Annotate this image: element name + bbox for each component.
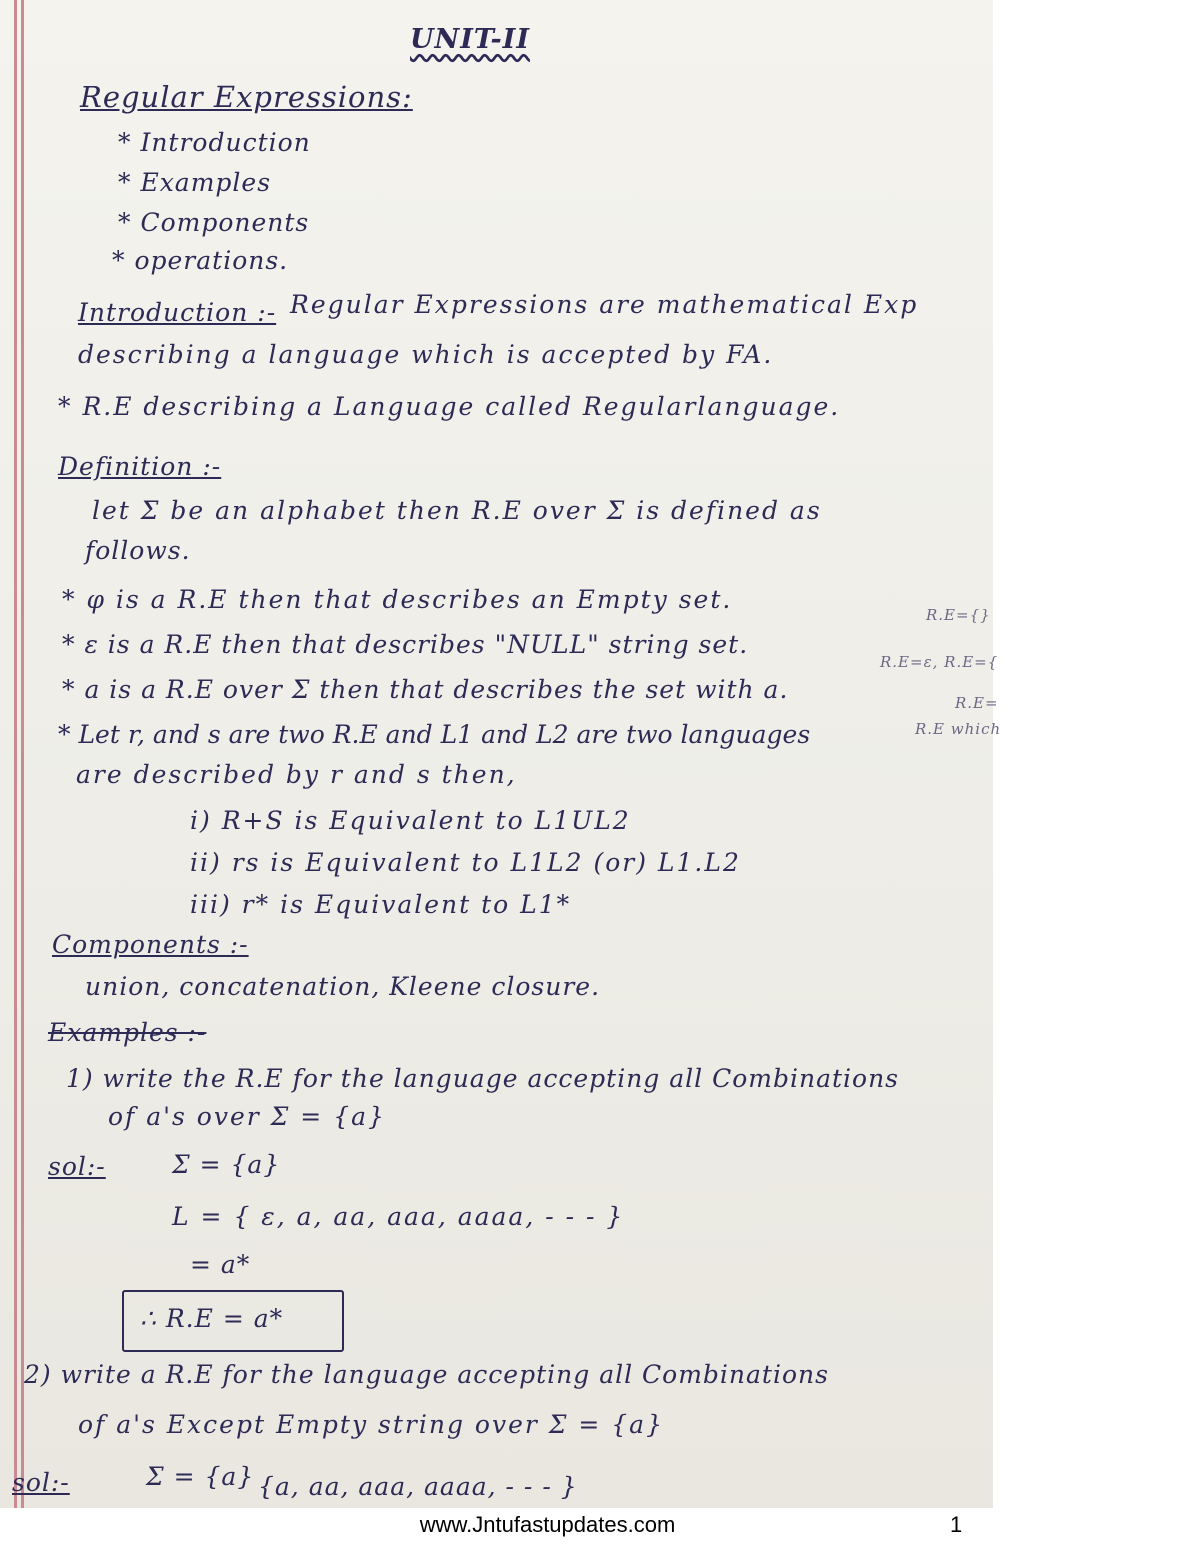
introduction-text: describing a language which is accepted by FA. [78,340,774,369]
example-question: of a's Except Empty string over Σ = {a} [78,1410,664,1439]
margin-note: R.E which [915,720,1002,738]
topic-item: * Examples [118,168,272,197]
margin-note: R.E= [955,694,999,712]
definition-rule: * ε is a R.E then that describes "NULL" string set. [62,630,749,659]
definition-heading: Definition :- [58,452,222,481]
solution-line: {a, aa, aaa, aaaa, - - - } [258,1472,578,1501]
definition-rule: are described by r and s then, [76,760,517,789]
margin-line [21,0,24,1508]
topic-heading: Regular Expressions: [80,80,413,114]
introduction-label: Introduction :- [78,298,277,327]
definition-text: follows. [85,536,191,565]
margin-note: R.E={} [926,606,991,624]
definition-rule: * φ is a R.E then that describes an Empty set. [62,585,733,614]
example-question: 1) write the R.E for the language accepting all Combinations [66,1064,899,1093]
components-heading: Components :- [52,930,249,959]
topic-item: * operations. [112,246,289,275]
margin-line [14,0,17,1508]
footer-url: www.Jntufastupdates.com [419,1512,676,1537]
equivalence-item: i) R+S is Equivalent to L1UL2 [190,806,631,835]
unit-title: UNIT-II [410,24,530,55]
topic-item: * Introduction [118,128,311,157]
solution-line: Σ = {a} [172,1150,281,1179]
solution-line: L = { ε, a, aa, aaa, aaaa, - - - } [172,1202,625,1231]
definition-rule: * Let r, and s are two R.E and L1 and L2 are two languages [58,720,811,749]
definition-text: let Σ be an alphabet then R.E over Σ is defined as [92,496,822,525]
introduction-text: Regular Expressions are mathematical Exp [290,290,919,319]
example-question: 2) write a R.E for the language accepting all Combinations [24,1360,829,1389]
definition-rule: * a is a R.E over Σ then that describes the set with a. [62,675,789,704]
margin-note: R.E=ε, R.E={ [880,653,999,671]
example-question: of a's over Σ = {a} [108,1102,386,1131]
page-number: 1 [950,1512,963,1537]
components-text: union, concatenation, Kleene closure. [85,972,601,1001]
solution-label: sol:- [12,1468,70,1497]
boxed-answer: ∴ R.E = a* [140,1304,284,1333]
examples-heading: Examples :- [48,1018,207,1047]
solution-label: sol:- [48,1152,106,1181]
solution-line: Σ = {a} [146,1462,255,1491]
introduction-text: * R.E describing a Language called Regularlanguage. [58,392,841,421]
equivalence-item: iii) r* is Equivalent to L1* [190,890,572,919]
topic-item: * Components [118,208,310,237]
solution-line: = a* [190,1250,251,1279]
answer-box [122,1290,344,1352]
equivalence-item: ii) rs is Equivalent to L1L2 (or) L1.L2 [190,848,741,877]
